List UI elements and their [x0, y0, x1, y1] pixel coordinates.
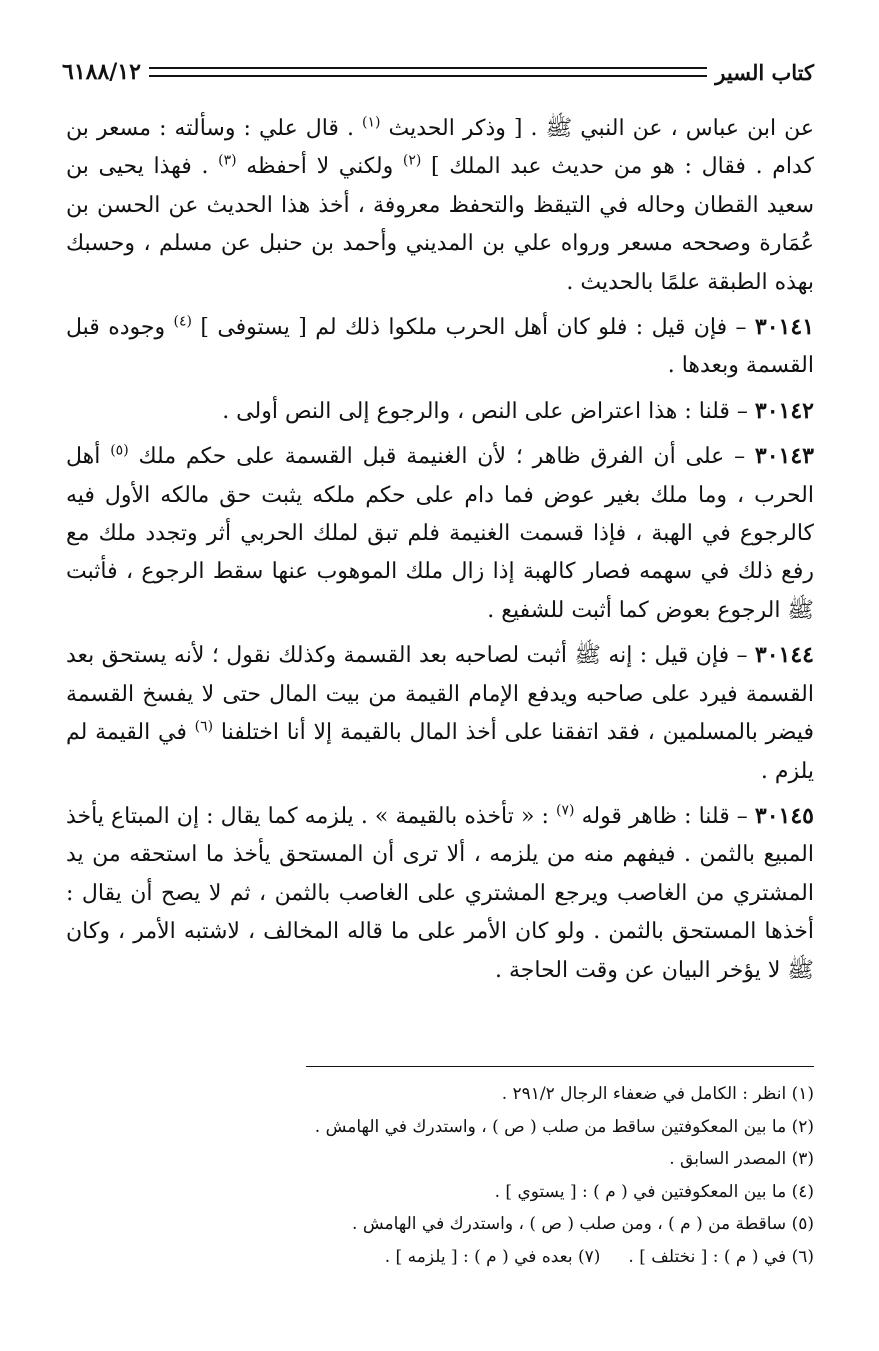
paragraph-number: ٣٠١٤٢ — [754, 397, 814, 424]
paragraph-number: ٣٠١٤٤ — [754, 642, 814, 669]
paragraph-30143: ٣٠١٤٣ – على أن الفرق ظاهر ؛ لأن الغنيمة قبل القسمة على حكم ملك $^{(٥)}$ أهل الحرب ، وما ملك بغير عوض فما دام على حكم ملكه يثبت حق مالكه الأول فيه كالرجوع في الهبة ، فإذا قسمت الغنيمة فلم تبق لملك الحربي أثر وتجدد ملك مع رفع ذلك في سهمه فصار كالهبة إذا زال ملك الموهوب عنها سقط الرجوع ، فأثبت ﷺ الرجوع بعوض كما أثبت للشفيع . — [66, 442, 814, 623]
page-number: ٦١٨٨/١٢ — [62, 59, 141, 85]
main-text — [66, 110, 814, 996]
footnotes — [66, 1078, 814, 1274]
running-header — [62, 54, 814, 90]
paragraph-number: ٣٠١٤١ — [754, 314, 815, 341]
footnote-3: (٣) المصدر السابق . — [669, 1149, 814, 1170]
footnote-marker: (٧) — [556, 802, 575, 819]
footnote-6: (٦) في ( م ) : [ نختلف ] . — [628, 1246, 814, 1267]
footnote-row — [66, 1241, 814, 1274]
paragraph-30144: ٣٠١٤٤ – فإن قيل : إنه ﷺ أثبت لصاحبه بعد القسمة وكذلك نقول ؛ لأنه يستحق بعد القسمة فيرد على صاحبه ويدفع الإمام القيمة من بيت المال حتى لا يفسخ القسمة فيضر بالمسلمين ، فقد اتفقنا على أخذ المال بالقيمة إلا أنا اختلفنا $^{(٦)}$ في القيمة لم يلزم . — [66, 642, 814, 784]
footnote-7: (٧) بعده في ( م ) : [ يلزمه ] . — [384, 1246, 601, 1267]
paragraph-continuation: عن ابن عباس ، عن النبي ﷺ . [ وذكر الحديث $^{(١)}$ . قال علي : وسألته : مسعر بن كدام . فقال : هو من حديث عبد الملك ] $^{(٢)}$ ولكني لا أحفظه $^{(٣)}$ . فهذا يحيى بن سعيد القطان وحاله في التيقظ والتحفظ معروفة ، أخذ هذا الحديث عن الحسن بن عُمَارة وصححه مسعر ورواه علي بن المديني وأحمد بن حنبل عن مسلم ، وحسبك بهذه الطبقة علمًا بالحديث . — [66, 114, 815, 295]
footnote-1: (١) انظر : الكامل في ضعفاء الرجال ٢٩١/٢ . — [501, 1084, 814, 1104]
paragraph-30141: ٣٠١٤١ – فإن قيل : فلو كان أهل الحرب ملكوا ذلك لم [ يستوفى ] $^{(٤)}$ وجوده قبل القسمة وبعدها . — [66, 313, 815, 379]
paragraph-30142: ٣٠١٤٢ – قلنا : هذا اعتراض على النص ، والرجوع إلى النص أولى . — [222, 397, 814, 424]
footnote-marker: (٤) — [173, 313, 192, 330]
footnote-marker: (١) — [362, 114, 381, 131]
footnote-marker: (٢) — [402, 153, 422, 170]
book-title: كتاب السير — [715, 59, 814, 85]
paragraph-number: ٣٠١٤٥ — [754, 802, 814, 829]
footnote-marker: (٥) — [110, 442, 129, 459]
footnote-marker: (٣) — [218, 153, 237, 170]
header-rule — [149, 67, 707, 77]
footnote-marker: (٦) — [194, 718, 214, 735]
footnote-5: (٥) ساقطة من ( م ) ، ومن صلب ( ص ) ، واستدرك في الهامش . — [352, 1214, 814, 1235]
paragraph-30145: ٣٠١٤٥ – قلنا : ظاهر قوله $^{(٧)}$ : « تأخذه بالقيمة » . يلزمه كما يقال : إن المبتاع يأخذ المبيع بالثمن . فيفهم منه من يلزمه ، ألا ترى أن المستحق يأخذ ما استحقه من يد المشتري من الغاصب ويرجع المشتري على الغاصب بالثمن ، ثم لا يصح أن يقال : أخذها المستحق بالثمن . ولو كان الأمر على ما قاله المخالف ، لاشتبه الأمر ، وكان ﷺ لا يؤخر البيان عن وقت الحاجة . — [66, 802, 814, 983]
footnote-4: (٤) ما بين المعكوفتين في ( م ) : [ يستوي ] . — [494, 1181, 814, 1202]
footnote-2: (٢) ما بين المعكوفتين ساقط من صلب ( ص ) ، واستدرك في الهامش . — [314, 1116, 814, 1137]
footnote-separator — [306, 1066, 814, 1067]
paragraph-number: ٣٠١٤٣ — [754, 443, 814, 470]
